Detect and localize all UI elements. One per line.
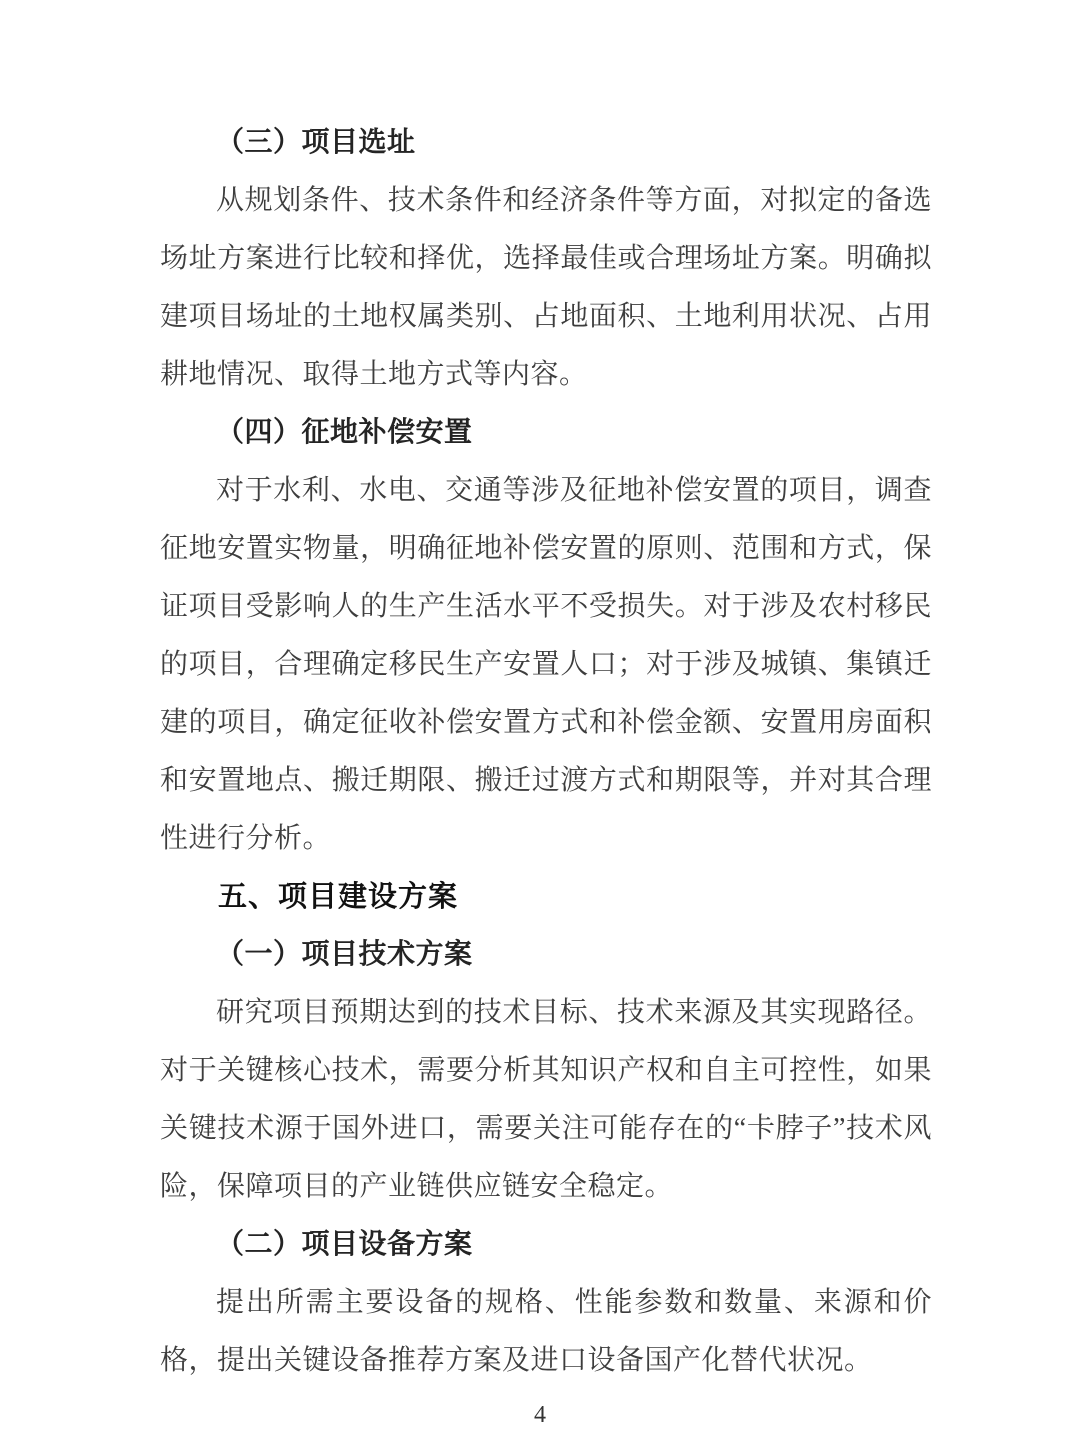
- paragraph-project-equipment-plan: 提出所需主要设备的规格、性能参数和数量、来源和价格，提出关键设备推荐方案及进口设备国产化替代状况。: [160, 1287, 932, 1376]
- document-body: [160, 114, 932, 1390]
- subheading-project-equipment-plan: （二）项目设备方案: [216, 1229, 473, 1260]
- subheading-land-compensation-resettlement: （四）征地补偿安置: [216, 417, 473, 448]
- subheading-project-site-selection: （三）项目选址: [216, 127, 416, 158]
- heading-project-construction-plan: 五、项目建设方案: [218, 881, 459, 913]
- paragraph-land-compensation-resettlement: 对于水利、水电、交通等涉及征地补偿安置的项目，调查征地安置实物量，明确征地补偿安置的原则、范围和方式，保证项目受影响人的生产生活水平不受损失。对于涉及农村移民的项目，合理确定移民生产安置人口；对于涉及城镇、集镇迁建的项目，确定征收补偿安置方式和补偿金额、安置用房面积和安置地点、搬迁期限、搬迁过渡方式和期限等，并对其合理性进行分析。: [160, 475, 932, 854]
- paragraph-project-site-selection: 从规划条件、技术条件和经济条件等方面，对拟定的备选场址方案进行比较和择优，选择最佳或合理场址方案。明确拟建项目场址的土地权属类别、占地面积、土地利用状况、占用耕地情况、取得土地方式等内容。: [160, 185, 932, 390]
- page-number: 4: [534, 1402, 546, 1428]
- paragraph-project-technical-plan: 研究项目预期达到的技术目标、技术来源及其实现路径。对于关键核心技术，需要分析其知识产权和自主可控性，如果关键技术源于国外进口，需要关注可能存在的“卡脖子”技术风险，保障项目的产业链供应链安全稳定。: [160, 997, 932, 1202]
- subheading-project-technical-plan: （一）项目技术方案: [216, 939, 473, 970]
